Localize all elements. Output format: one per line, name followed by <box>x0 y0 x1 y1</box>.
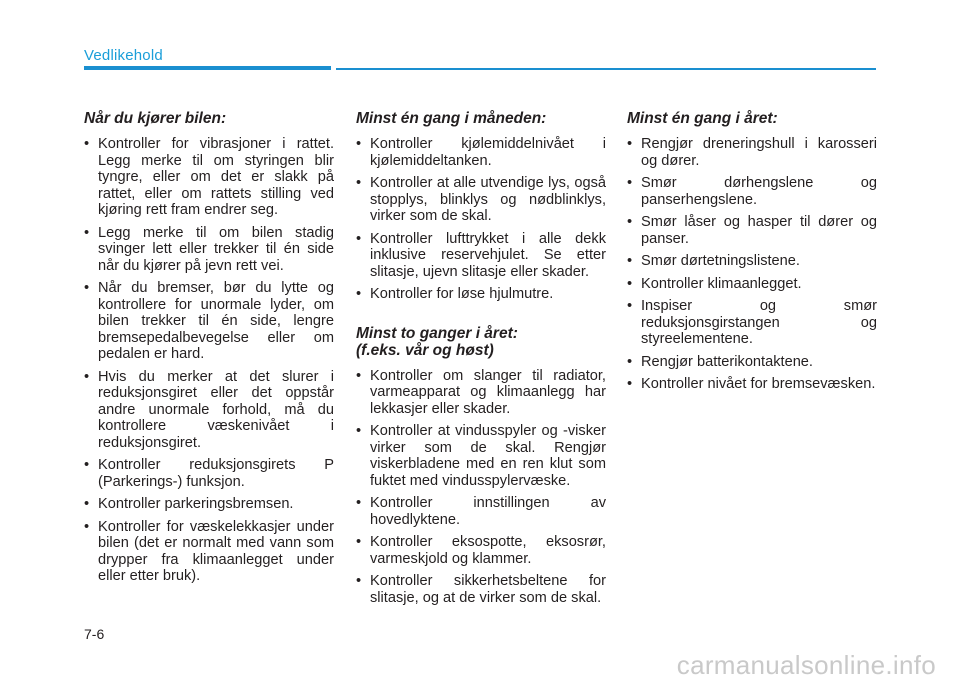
list-item: • Kontroller kjølemiddelnivået i kjølemiddeltanken. <box>356 136 606 169</box>
list-item: • Kontroller innstillingen av hovedlyktene. <box>356 495 606 528</box>
list-item: • Smør låser og hasper til dører og panser. <box>627 214 877 247</box>
heading-twice-yearly-line1: Minst to ganger i året: <box>356 324 518 342</box>
checklist-yearly <box>627 136 877 393</box>
list-item: • Kontroller parkeringsbremsen. <box>84 496 334 513</box>
list-item: • Kontroller sikkerhetsbeltene for slitasje, og at de virker som de skal. <box>356 573 606 606</box>
column-yearly <box>627 110 877 399</box>
heading-when-driving: Når du kjører bilen: <box>84 110 227 127</box>
header-rule-thick <box>84 66 331 70</box>
header-rule-thin <box>336 68 876 70</box>
list-item: • Inspiser og smør reduksjonsgirstangen og styreelementene. <box>627 298 877 348</box>
checklist-monthly <box>356 136 606 303</box>
list-item: • Kontroller reduksjonsgirets P (Parkerings-) funksjon. <box>84 457 334 490</box>
heading-monthly: Minst én gang i måneden: <box>356 110 547 127</box>
list-item: • Hvis du merker at det slurer i reduksjonsgiret eller det oppstår andre unormale forhold, må du kontrollere væskenivået i reduksjonsgiret. <box>84 369 334 452</box>
list-item: • Når du bremser, bør du lytte og kontrollere for unormale lyder, om bilen trekker til én side, lengre bremsepedalbevegelse eller om pedalen er hard. <box>84 280 334 363</box>
list-item: • Kontroller om slanger til radiator, varmeapparat og klimaanlegg har lekkasjer eller skader. <box>356 368 606 418</box>
list-item: • Rengjør batterikontaktene. <box>627 354 877 371</box>
column-driving <box>84 110 334 591</box>
checklist-when-driving <box>84 136 334 585</box>
list-item: • Rengjør dreneringshull i karosseri og dører. <box>627 136 877 169</box>
list-item: • Kontroller at alle utvendige lys, også stopplys, blinklys og nødblinklys, virker som de skal. <box>356 175 606 225</box>
page-number: 7-6 <box>84 626 105 642</box>
column-monthly-biannual <box>356 110 606 612</box>
watermark: carmanualsonline.info <box>676 650 936 680</box>
list-item: • Kontroller lufttrykket i alle dekk inklusive reservehjulet. Se etter slitasje, ujevn slitasje eller skader. <box>356 231 606 281</box>
section-title: Vedlikehold <box>84 47 163 64</box>
list-item: • Smør dørtetningslistene. <box>627 253 877 270</box>
list-item: • Kontroller nivået for bremsevæsken. <box>627 376 877 393</box>
heading-twice-yearly-line2: (f.eks. vår og høst) <box>356 341 494 359</box>
list-item: • Kontroller for løse hjulmutre. <box>356 286 606 303</box>
list-item: • Kontroller for vibrasjoner i rattet. Legg merke til om styringen blir tyngre, eller om det er slakk på rattet, eller om rattets stilling ved kjøring rett fram endrer seg. <box>84 136 334 219</box>
list-item: • Kontroller at vindusspyler og -visker virker som de skal. Rengjør viskerbladene med en ren klut som fuktet med vindusspylervæske. <box>356 423 606 489</box>
list-item: • Legg merke til om bilen stadig svinger lett eller trekker til én side når du kjører på jevn rett vei. <box>84 225 334 275</box>
list-item: • Smør dørhengslene og panserhengslene. <box>627 175 877 208</box>
list-item: • Kontroller eksospotte, eksosrør, varmeskjold og klammer. <box>356 534 606 567</box>
heading-yearly: Minst én gang i året: <box>627 110 778 127</box>
heading-twice-yearly <box>356 325 606 359</box>
checklist-twice-yearly <box>356 368 606 607</box>
list-item: • Kontroller klimaanlegget. <box>627 276 877 293</box>
list-item: • Kontroller for væskelekkasjer under bilen (det er normalt med vann som drypper fra klimaanlegget under eller etter bruk). <box>84 519 334 585</box>
